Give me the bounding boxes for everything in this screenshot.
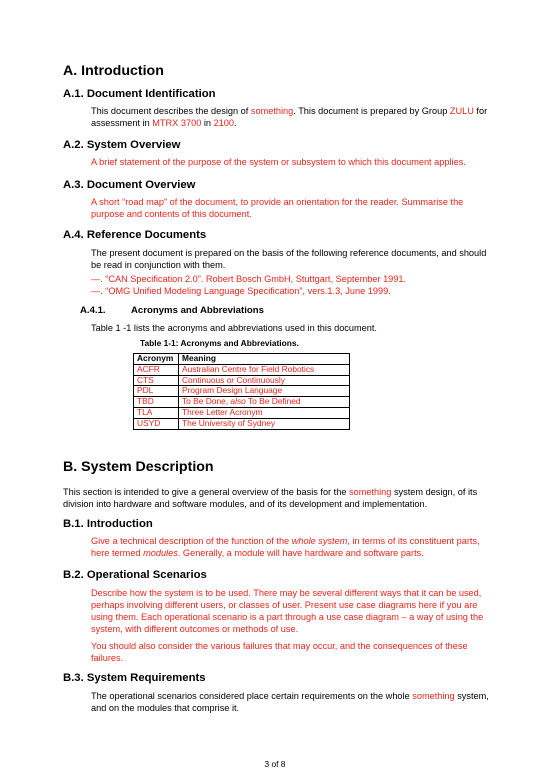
heading-a3: A.3. Document Overview	[63, 179, 196, 191]
paragraph-reference-intro: The present document is prepared on the basis of the following reference documents, and should be read in conjunction with them.	[91, 248, 487, 270]
meaning-cell: Australian Centre for Field Robotics	[179, 364, 350, 375]
heading-a4: A.4. Reference Documents	[63, 229, 207, 241]
section-b-title: B. System Description	[63, 459, 214, 475]
paragraph-failures: You should also consider the various failures that may occur, and the consequences of these failures.	[91, 641, 468, 663]
paragraph-document-overview: A short “road map” of the document, to provide an orientation for the reader. Summarise the purpose and contents of this document.	[91, 197, 464, 219]
heading-a1: A.1. Document Identification	[63, 88, 216, 100]
placeholder-system-name: something	[412, 691, 455, 701]
table-row	[134, 375, 350, 386]
acronym-cell: PDL	[134, 386, 179, 397]
page-number: 3 of 8	[264, 759, 286, 769]
heading-b1: B.1. Introduction	[63, 518, 153, 530]
placeholder-group-name: ZULU	[449, 106, 474, 116]
table-row	[134, 364, 350, 375]
column-header-meaning: Meaning	[179, 354, 350, 365]
meaning-cell: Three Letter Acronym	[179, 407, 350, 418]
paragraph-operational-scenarios: Describe how the system is to be used. There may be several different ways that it can be used, perhaps involving different users, or classes of user. Present use case diagrams here if you are using them. Each operational scenario is a part through a use case diagram – a way of using the system, with different outcomes or methods of use.	[91, 588, 484, 634]
acronym-cell: TBD	[134, 397, 179, 408]
placeholder-year: 2100	[213, 118, 235, 128]
heading-b3: B.3. System Requirements	[63, 672, 206, 684]
paragraph-system-overview: A brief statement of the purpose of the system or subsystem to which this document applies.	[91, 157, 466, 167]
table-header-row	[134, 354, 350, 365]
paragraph-system-requirements: The operational scenarios considered place certain requirements on the whole something system, and on the modules that comprise it.	[91, 691, 489, 713]
placeholder-system-name: something	[250, 106, 294, 116]
reference-item: —. “OMG Unified Modeling Language Specification”, vers.1.3, June 1999.	[91, 286, 391, 296]
acronym-cell: ACFR	[134, 364, 179, 375]
acronym-cell: TLA	[134, 407, 179, 418]
heading-b2: B.2. Operational Scenarios	[63, 569, 207, 581]
acronym-cell: CTS	[134, 375, 179, 386]
meaning-cell: The University of Sydney	[179, 418, 350, 429]
paragraph-system-description-intro: This section is intended to give a general overview of the basis for the something system design, of its division into hardware and software modules, and of its development and implementation.	[63, 487, 478, 509]
acronym-cell: USYD	[134, 418, 179, 429]
paragraph-b1-introduction: Give a technical description of the function of the whole system, in terms of its constituent parts, here termed modules. Generally, a module will have hardware and software parts.	[91, 536, 480, 558]
paragraph-document-identification: This document describes the design of something. This document is prepared by Group ZULU for assessment in MTRX 3700 in 2100.	[91, 106, 488, 128]
meaning-cell: To Be Done, also To Be Defined	[179, 397, 350, 408]
table-row	[134, 418, 350, 429]
placeholder-course-code: MTRX 3700	[152, 118, 202, 128]
heading-a2: A.2. System Overview	[63, 139, 181, 151]
table-row	[134, 407, 350, 418]
table-row	[134, 386, 350, 397]
table-row	[134, 397, 350, 408]
heading-a41: A.4.1. Acronyms and Abbreviations	[80, 305, 264, 316]
paragraph-acronyms-intro: Table 1 -1 lists the acronyms and abbreviations used in this document.	[91, 323, 377, 333]
section-a-title: A. Introduction	[63, 63, 164, 79]
column-header-acronym: Acronym	[134, 354, 179, 365]
table-caption: Table 1-1: Acronyms and Abbreviations.	[140, 338, 299, 348]
meaning-cell: Program Design Language	[179, 386, 350, 397]
reference-item: —. “CAN Specification 2.0”. Robert Bosch GmbH, Stuttgart, September 1991.	[91, 274, 407, 284]
acronym-table	[133, 353, 350, 430]
meaning-cell: Continuous or Continuously	[179, 375, 350, 386]
placeholder-system-name: something	[349, 487, 392, 497]
